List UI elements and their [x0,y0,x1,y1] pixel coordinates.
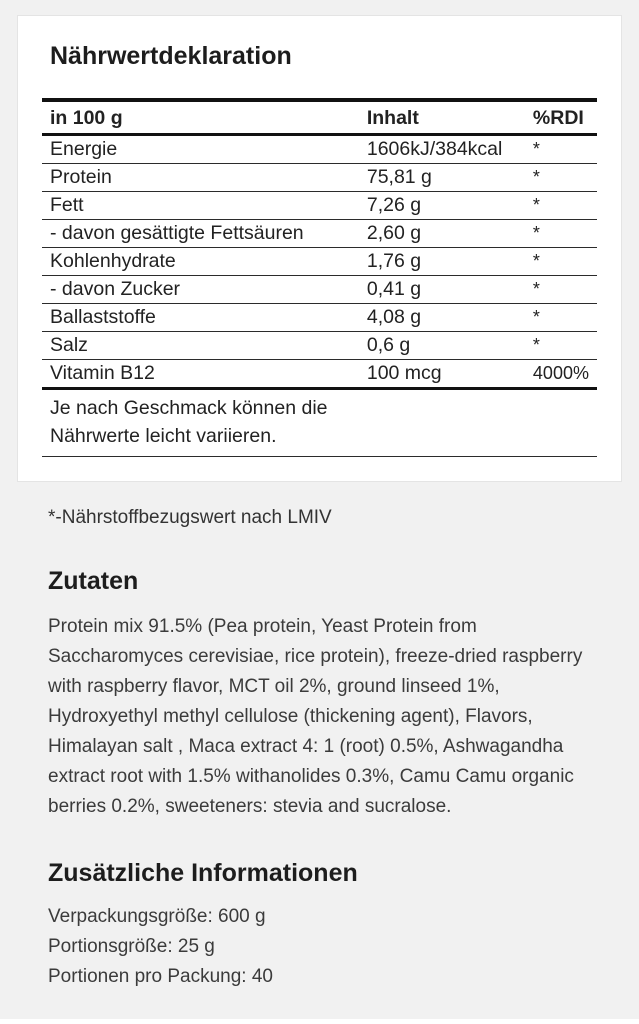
nutrient-rdi: * [525,248,597,276]
nutrient-row [42,220,597,248]
nutrition-declaration-card [17,15,622,482]
nutrient-label: Kohlenhydrate [42,248,359,276]
additional-info-list [48,902,596,992]
ingredients-title: Zutaten [48,567,139,595]
nutrient-label: Ballaststoffe [42,304,359,332]
nutrition-table [42,98,597,457]
header-row [42,100,597,135]
nutrient-row [42,192,597,220]
nutrient-value: 4,08 g [359,304,525,332]
nutrition-table-head [42,100,597,135]
additional-info-title: Zusätzliche Informationen [48,859,358,887]
portions-per-pack-line: Portionen pro Packung: 40 [48,966,273,987]
details-section [17,506,622,992]
ingredients-text: Protein mix 91.5% (Pea protein, Yeast Protein from Saccharomyces cerevisiae, rice protein), freeze-dried raspberry with raspberry flavor, MCT oil 2%, ground linseed 1%, Hydroxyethyl methyl cellulose (thickening agent), Flavors, Himalayan salt , Maca extract 4: 1 (root) 0.5%, Ashwagandha extract root with 1.5% withanolides 0.3%, Camu Camu organic berries 0.2%, sweeteners: stevia and sucralose. [48,616,583,817]
nutrient-label: - davon gesättigte Fettsäuren [42,220,359,248]
nutrient-label: Vitamin B12 [42,360,359,389]
nutrient-row [42,332,597,360]
nutrient-rdi: * [525,304,597,332]
nutrient-value: 75,81 g [359,164,525,192]
col-header-rdi: %RDI [525,100,597,135]
nutrient-value: 0,6 g [359,332,525,360]
nutrient-label: Energie [42,135,359,164]
nutrient-label: Salz [42,332,359,360]
col-header-content: Inhalt [359,100,525,135]
nutrient-value: 7,26 g [359,192,525,220]
lmiv-reference-note: *-Nährstoffbezugswert nach LMIV [48,507,332,528]
nutrient-row [42,276,597,304]
footnote-row [42,389,597,457]
nutrient-rdi: * [525,220,597,248]
nutrient-rdi: * [525,276,597,304]
nutrient-value: 1,76 g [359,248,525,276]
nutrient-rdi: 4000% [525,360,597,389]
nutrition-table-body [42,135,597,389]
portion-size-line: Portionsgröße: 25 g [48,936,215,957]
package-size-line: Verpackungsgröße: 600 g [48,906,266,927]
taste-variation-note: Je nach Geschmack können die Nährwerte leicht variieren. [50,397,328,447]
nutrient-rdi: * [525,135,597,164]
nutrient-rdi: * [525,164,597,192]
nutrient-rdi: * [525,192,597,220]
nutrient-value: 2,60 g [359,220,525,248]
nutrition-table-foot [42,389,597,457]
nutrient-value: 100 mcg [359,360,525,389]
nutrient-value: 0,41 g [359,276,525,304]
col-header-per-100g: in 100 g [42,100,359,135]
footnote-cell [42,389,597,457]
nutrient-label: - davon Zucker [42,276,359,304]
nutrient-row [42,135,597,164]
nutrient-row [42,164,597,192]
nutrient-value: 1606kJ/384kcal [359,135,525,164]
nutrient-row [42,360,597,389]
nutrient-label: Protein [42,164,359,192]
nutrient-row [42,248,597,276]
nutrient-row [42,304,597,332]
nutrient-rdi: * [525,332,597,360]
nutrient-label: Fett [42,192,359,220]
nutrition-title: Nährwertdeklaration [50,42,292,70]
